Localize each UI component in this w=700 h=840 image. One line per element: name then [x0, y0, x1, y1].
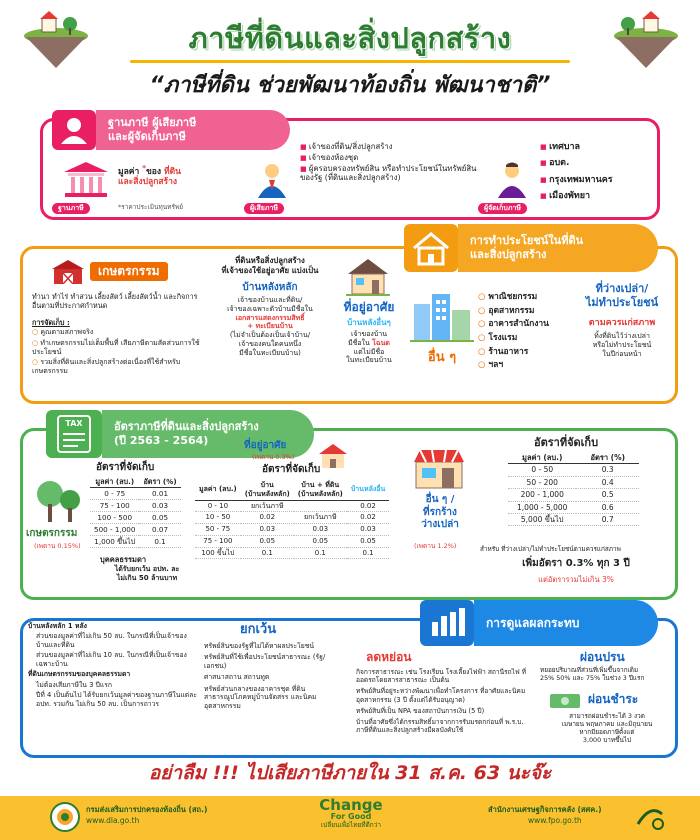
- change-logo-thai: เปลี่ยนเพื่อไทยที่ดีกว่า: [320, 821, 382, 829]
- table-row: [508, 513, 639, 525]
- change-logo-subword: For Good: [330, 812, 372, 821]
- agri-col-header: อัตรา (%): [139, 476, 180, 488]
- taxpayer-item: ■ เจ้าของห้องชุด: [300, 153, 480, 163]
- agriculture-collection-list: [32, 328, 202, 376]
- agri-rate-max: (เพดาน 0.15%): [34, 542, 81, 550]
- barn-icon: [50, 258, 86, 284]
- money-icon: [548, 690, 584, 710]
- exempt-title: ยกเว้น: [240, 622, 277, 637]
- chart-icon-tile: [420, 600, 474, 646]
- dla-seal-icon: [50, 802, 80, 832]
- residential-house-icon: [346, 256, 390, 296]
- impact-left-list: [28, 622, 198, 708]
- table-row: [195, 500, 389, 512]
- agriculture-collection-item: ○ ทำเกษตรกรรมไม่เต็มพื้นที่ เสียภาษีตามสัดส่วนการใช้ประโยชน์: [32, 339, 202, 357]
- main-house-registration: + ทะเบียนบ้าน: [247, 322, 293, 331]
- agri-rate: 0.03: [139, 500, 180, 512]
- other-col-header: มูลค่า (ลบ.): [508, 452, 576, 464]
- impact-left-item: ที่ดินเกษตรกรรมของบุคคลธรรมดา: [28, 670, 131, 679]
- tax-document-icon: [46, 410, 102, 458]
- reduce-item: กิจการสาธารณะ เช่น โรงเรียน โรงเลี้ยงไฟฟ้า สถานีรถไฟ ที่ออดรถโดยสารสาธารณะ เป็นต้น: [356, 668, 527, 685]
- agri-value: 100 - 500: [90, 512, 139, 524]
- tax-base-note: *ราคาประเมินทุนทรัพย์: [118, 203, 184, 211]
- footer-org1-url[interactable]: www.dla.go.th: [86, 816, 140, 825]
- rate-increase-text: เพิ่มอัตรา 0.3% ทุก 3 ปี: [522, 558, 630, 569]
- table-row: [195, 535, 389, 547]
- tax-base-land-building: ที่ดิน และสิ่งปลูกสร้าง: [118, 166, 181, 188]
- user-icon-tile: [52, 110, 96, 150]
- res-value: 100 ขึ้นไป: [195, 547, 241, 559]
- res-cell: 0.1: [347, 547, 389, 559]
- res-value: 50 - 75: [195, 524, 241, 536]
- res-rate-table-wrap: [195, 480, 389, 559]
- res-cell: 0.02: [347, 512, 389, 524]
- other-value: 5,000 ขึ้นไป: [508, 513, 576, 525]
- agriculture-title: เกษตรกรรม: [90, 262, 168, 281]
- user-icon: [52, 110, 96, 150]
- other-rate: 0.5: [576, 489, 639, 501]
- other-use-item: ○ ร้านอาหาร: [478, 347, 568, 358]
- exempt-item: ทรัพย์ส่วนกลางของอาคารชุด ที่ดินสาธารณูปโภคหมู่บ้านจัดสรร และนิคมอุตสาหกรรม: [204, 684, 317, 710]
- res-rate-label: ที่อยู่อาศัย: [244, 440, 287, 451]
- agri-rate: 0.07: [139, 524, 180, 536]
- small-house-icon: [318, 442, 348, 470]
- residential-main-house-title: บ้านหลังหลัก: [242, 282, 298, 293]
- government-building-icon: [60, 160, 112, 200]
- res-cell: 0.02: [347, 500, 389, 512]
- tax-base-of-word: ของ: [145, 166, 164, 177]
- other-value: 200 - 1,000: [508, 489, 576, 501]
- taxpayer-item: ■ เจ้าของที่ดิน/สิ่งปลูกสร้าง: [300, 142, 480, 152]
- other-use-item: ○ พาณิชยกรรม: [478, 292, 568, 303]
- res-value: 75 - 100: [195, 535, 241, 547]
- collector-item: ■ กรุงเทพมหานคร: [540, 175, 655, 186]
- tax-icon-label: TAX: [65, 419, 83, 428]
- footer-org1-name: กรมส่งเสริมการปกครองท้องถิ่น (สถ.): [86, 805, 208, 814]
- table-row: [90, 536, 181, 548]
- section-tax-base-header: ฐานภาษี ผู้เสียภาษี และผู้จัดเก็บภาษี: [96, 110, 290, 150]
- res-cell: 0.05: [347, 535, 389, 547]
- agri-value: 1,000 ขึ้นไป: [90, 536, 139, 548]
- chip-tax-base: ฐานภาษี: [52, 203, 90, 214]
- change-logo-word: Change: [319, 796, 383, 814]
- section-impact-header: การดูแลผลกระทบ: [474, 600, 658, 646]
- other-rate: 0.6: [576, 501, 639, 513]
- payment-reminder: อย่าลืม !!! ไปเสียภาษีภายใน 31 ส.ค. 63 นะจ๊ะ: [148, 762, 552, 784]
- other-use-item: ○ อาคารสำนักงาน: [478, 319, 568, 330]
- agriculture-description: ทำนา ทำไร่ ทำสวน เลี้ยงสัตว์ เลี้ยงสัตว์น้ำ และกิจการอื่นตามที่ประกาศกำหนด: [32, 292, 198, 310]
- table-row: [508, 501, 639, 513]
- agri-rate: 0.01: [139, 488, 180, 500]
- other-house-desc-text: เจ้าของบ้าน มีชื่อใน: [348, 330, 387, 347]
- taxpayer-person-icon: [252, 160, 292, 200]
- res-value: 0 - 10: [195, 500, 241, 512]
- res-cell: 0.03: [241, 524, 294, 536]
- other-value: 1,000 - 5,000: [508, 501, 576, 513]
- commercial-buildings-icon: [410, 290, 474, 342]
- main-house-desc-text: เจ้าของบ้านและที่ดิน/ เจ้าของเฉพาะตัวบ้านมีชื่อใน: [227, 296, 313, 313]
- res-cell: ยกเว้นภาษี: [241, 500, 294, 512]
- other-rate-table: [508, 452, 639, 526]
- agriculture-collection-label: การจัดเก็บ :: [32, 318, 70, 327]
- agri-rate-table-wrap: [90, 476, 181, 548]
- table-row: [195, 512, 389, 524]
- other-rate: 0.3: [576, 464, 639, 476]
- title-underline: [130, 60, 570, 63]
- table-row: [195, 524, 389, 536]
- res-cell: ยกเว้นภาษี: [294, 512, 347, 524]
- reduce-item: ทรัพย์สินที่อยู่ระหว่างพัฒนาเพื่อทำโครงการ ที่อาศัยและนิคมอุตสาหกรรม (3 ปี ตั้งแต่ได้รับอนุญาต): [356, 687, 526, 704]
- relief-description: ทยอยปริมาณที่ส่วนที่เพิ่มขึ้นจากเดิม 25% 50% และ 75% ในช่วง 3 ปีแรก: [540, 666, 645, 682]
- tax-rate-header-years: (ปี 2563 - 2564): [114, 434, 209, 447]
- res-cell: 0.03: [294, 524, 347, 536]
- res-cell: 0.1: [241, 547, 294, 559]
- tax-base-value-word: มูลค่า: [118, 166, 143, 177]
- agri-rate: 0.05: [139, 512, 180, 524]
- agri-col-header: มูลค่า (ลบ.): [90, 476, 139, 488]
- floating-island-right-image: [610, 10, 682, 70]
- agri-rate-title: อัตราที่จัดเก็บ: [96, 462, 155, 473]
- res-col-header: บ้านหลังอื่น: [347, 480, 389, 500]
- taxpayer-list: [300, 142, 480, 184]
- other-value: 0 - 50: [508, 464, 576, 476]
- exempt-list: [204, 642, 346, 710]
- res-col-header: มูลค่า (ลบ.): [195, 480, 241, 500]
- installment-description: สามารถผ่อนชำระได้ 3 งวด เมษายน พฤษภาคม และมิถุนายน หากมียอดภาษีตั้งแต่ 3,000 บาทขึ้นไป: [561, 712, 653, 744]
- residential-title: ที่อยู่อาศัย: [343, 300, 395, 314]
- agri-rate: 0.1: [139, 536, 180, 548]
- impact-left-item: ปีที่ 4 เป็นต้นไป ได้รับยกเว้นมูลค่าของฐานภาษีในแต่ละ อปท. รวมกัน ไม่เกิน 50 ลบ. เป็นการถาวร: [36, 691, 197, 708]
- residential-intro: ที่ดินหรือสิ่งปลูกสร้าง ที่เจ้าของใช้อยู่อาศัย แบ่งเป็น: [221, 256, 319, 275]
- reduce-item: ทรัพย์สินที่เป็น NPA ของสถาบันการเงิน (5 ปี): [356, 706, 485, 715]
- vacant-land-description: ทิ้งที่ดินไว้ว่างเปล่า หรือไม่ทำประโยชน์ ในปีก่อนหน้า: [592, 332, 652, 358]
- main-house-ownership-document: เอกสารแสดงกรรมสิทธิ์: [235, 313, 305, 322]
- agri-value: 75 - 100: [90, 500, 139, 512]
- relief-title: ผ่อนปรน: [580, 650, 625, 664]
- tax-icon-tile: [46, 410, 102, 458]
- res-rate-max: (เพดาน 0.3%): [252, 453, 295, 461]
- table-row: [90, 524, 181, 536]
- footer-org2-name: สำนักงานเศรษฐกิจการคลัง (สศค.): [488, 805, 602, 814]
- res-value: 10 - 50: [195, 512, 241, 524]
- table-row: [508, 489, 639, 501]
- other-rate: 0.4: [576, 476, 639, 488]
- other-rate: 0.7: [576, 513, 639, 525]
- impact-left-item: ไม่ต้องเสียภาษีใน 3 ปีแรก: [36, 680, 113, 689]
- residential-other-house-title: บ้านหลังอื่นๆ: [347, 318, 391, 327]
- other-rate-table-wrap: [508, 452, 639, 526]
- other-use-item: ○ อุตสาหกรรม: [478, 306, 568, 317]
- slogan: “ภาษีที่ดิน ช่วยพัฒนาท้องถิ่น พัฒนาชาติ”: [149, 73, 551, 98]
- reduce-list: [356, 668, 532, 735]
- other-house-deed: โฉนด: [372, 338, 390, 347]
- residential-main-house-description: [205, 296, 335, 357]
- tax-rate-header-title: อัตราภาษีที่ดินและสิ่งปลูกสร้าง: [114, 420, 259, 434]
- impact-left-item: ส่วนของมูลค่าที่ไม่เกิน 10 ลบ. ในกรณีที่เป็นเจ้าของเฉพาะบ้าน: [36, 651, 187, 668]
- impact-left-item: บ้านหลังหลัก 1 หลัง: [28, 622, 87, 630]
- exempt-item: ทรัพย์สินที่ใช้เพื่อประโยชน์สาธารณะ (รัฐ/เอกชน): [204, 653, 326, 670]
- reduce-item: บ้านที่อาศัยซึ่งได้กรรมสิทธิ์มาจากการรับมรดกก่อนที่ พ.ร.บ. ภาษีที่ดินและสิ่งปลูกสร้างมีผลบังคับใช้: [356, 718, 524, 735]
- taxpayer-item: ■ ผู้ครอบครองทรัพย์สิน หรือทำประโยชน์ในทรัพย์สิน ของรัฐ (ที่ดินและสิ่งปลูกสร้าง): [300, 164, 480, 183]
- agri-value: 500 - 1,000: [90, 524, 139, 536]
- installment-title: ผ่อนชำระ: [588, 692, 639, 706]
- reduce-title: ลดหย่อน: [366, 650, 412, 664]
- other-use-item: ○ โรงแรม: [478, 333, 568, 344]
- residential-other-house-description: [334, 330, 404, 365]
- floating-island-left-image: [20, 10, 92, 70]
- footer-org2-url[interactable]: www.fpo.go.th: [528, 816, 582, 825]
- other-col-header: อัตรา (%): [576, 452, 639, 464]
- exempt-item: ทรัพย์สินของรัฐที่ไม่ได้หาผลประโยชน์: [204, 642, 315, 650]
- res-cell: 0.05: [294, 535, 347, 547]
- other-use-list: [478, 292, 568, 371]
- rate-increase-cap: แต่อัตรารวมไม่เกิน 3%: [538, 575, 614, 584]
- res-cell: 0.02: [241, 512, 294, 524]
- collector-item: ■ อบต.: [540, 158, 655, 169]
- other-rate-label: อื่น ๆ / ที่รกร้าง ว่างเปล่า: [421, 494, 459, 530]
- table-row: [90, 500, 181, 512]
- agri-rate-table: [90, 476, 181, 548]
- vacant-land-subtitle: ตามควรแก่สภาพ: [588, 318, 656, 328]
- impact-left-item: ส่วนของมูลค่าที่ไม่เกิน 50 ลบ. ในกรณีที่เป็นเจ้าของบ้านและที่ดิน: [36, 632, 187, 649]
- res-cell: [294, 500, 347, 512]
- main-house-note: (ไม่จำเป็นต้องเป็นเจ้าบ้าน/ เจ้าของคนใดคนหนึ่ง มีชื่อในทะเบียนบ้าน): [229, 331, 311, 357]
- chip-taxpayer: ผู้เสียภาษี: [244, 203, 284, 214]
- shop-icon: [412, 446, 466, 490]
- res-cell: 0.03: [347, 524, 389, 536]
- vacant-land-title: ที่ว่างเปล่า/ ไม่ทำประโยชน์: [585, 282, 659, 309]
- collector-person-icon: [492, 160, 532, 200]
- collector-list: [540, 142, 655, 203]
- fpo-logo-icon: [632, 800, 668, 834]
- exempt-item: ศาสนาสถาน สถานทูต: [204, 673, 270, 682]
- other-rate-max: (เพดาน 1.2%): [414, 542, 457, 550]
- other-rate-note: สำหรับ ที่ว่างเปล่า/ไม่ทำประโยชน์ตามควรแก่สภาพ: [480, 545, 621, 553]
- tax-base-text: มูลค่า *ของ ที่ดิน และสิ่งปลูกสร้าง: [118, 163, 181, 188]
- other-use-title: อื่น ๆ: [427, 350, 457, 365]
- agriculture-collection-item: ○ คูณตามสภาพจริง: [32, 328, 202, 337]
- house-icon: [404, 224, 458, 272]
- bar-chart-icon: [420, 600, 474, 646]
- agriculture-collection-item: ○ รวมสิ่งที่ดินและสิ่งปลูกสร้างต่อเนื่องที่ใช้สำหรับเกษตรกรรม: [32, 358, 202, 376]
- change-for-good-logo: [296, 798, 406, 829]
- other-house-desc-end: แต่ไม่มีชื่อ ในทะเบียนบ้าน: [346, 347, 392, 365]
- table-row: [90, 488, 181, 500]
- table-row: [508, 476, 639, 488]
- res-cell: 0.05: [241, 535, 294, 547]
- other-value: 50 - 200: [508, 476, 576, 488]
- agri-person-exemption: ได้รับยกเว้น อปท. ละ ไม่เกิน 50 ล้านบาท: [114, 565, 180, 582]
- house-icon-tile: [404, 224, 458, 272]
- res-rate-title: อัตราที่จัดเก็บ: [262, 464, 321, 475]
- other-use-item: ○ ฯลฯ: [478, 360, 568, 371]
- table-row: [508, 464, 639, 476]
- agri-value: 0 - 75: [90, 488, 139, 500]
- trees-icon: [34, 478, 84, 524]
- page-title: ภาษีที่ดินและสิ่งปลูกสร้าง: [188, 21, 512, 55]
- agri-rate-label: เกษตรกรรม: [26, 528, 78, 539]
- chip-collector: ผู้จัดเก็บภาษี: [478, 203, 527, 214]
- res-col-header: บ้าน + ที่ดิน (บ้านหลังหลัก): [294, 480, 347, 500]
- table-row: [195, 547, 389, 559]
- collector-item: ■ เทศบาล: [540, 142, 655, 153]
- agri-person-title: บุคคลธรรมดา: [100, 555, 147, 564]
- res-col-header: บ้าน (บ้านหลังหลัก): [241, 480, 294, 500]
- res-rate-table: [195, 480, 389, 559]
- other-rate-title: อัตราที่จัดเก็บ: [534, 436, 599, 449]
- collector-item: ■ เมืองพัทยา: [540, 191, 655, 202]
- res-cell: 0.1: [294, 547, 347, 559]
- table-row: [90, 512, 181, 524]
- section-land-use-header: การทำประโยชน์ในที่ดิน และสิ่งปลูกสร้าง: [458, 224, 658, 272]
